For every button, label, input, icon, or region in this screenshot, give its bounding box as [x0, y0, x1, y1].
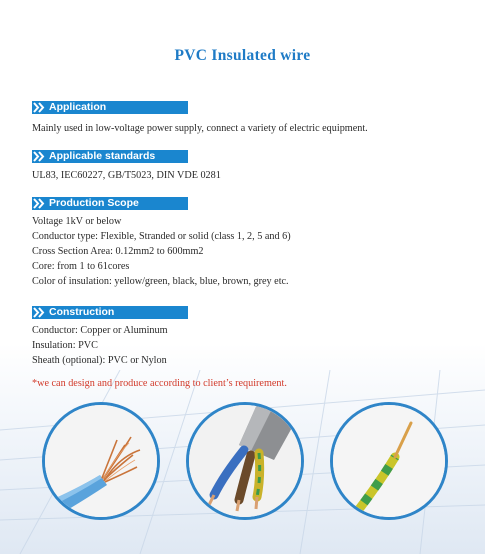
section-text: Cross Section Area: 0.12mm2 to 600mm2: [32, 246, 204, 257]
requirement-note: *we can design and produce according to client’s requirement.: [32, 378, 287, 389]
section-header-construction: [32, 306, 188, 319]
double-chevron-icon: [33, 306, 47, 319]
section-heading: Applicable standards: [49, 150, 156, 162]
section-header-production-scope: [32, 197, 188, 210]
section-text: Insulation: PVC: [32, 340, 98, 351]
double-chevron-icon: [33, 101, 47, 114]
section-heading: Production Scope: [49, 197, 139, 209]
page-title: PVC Insulated wire: [174, 47, 311, 64]
section-text: Mainly used in low-voltage power supply, connect a variety of electric equipment.: [32, 123, 368, 134]
section-text: Core: from 1 to 61cores: [32, 261, 130, 272]
product-image-blue-wire: [42, 402, 160, 520]
section-heading: Application: [49, 101, 107, 113]
product-image-multicore-cable: [186, 402, 304, 520]
section-text: Voltage 1kV or below: [32, 216, 122, 227]
product-image-yellow-green-wire: [330, 402, 448, 520]
double-chevron-icon: [33, 197, 47, 210]
section-text: Conductor: Copper or Aluminum: [32, 325, 168, 336]
double-chevron-icon: [33, 150, 47, 163]
section-header-application: [32, 101, 188, 114]
section-heading: Construction: [49, 306, 115, 318]
section-header-standards: [32, 150, 188, 163]
section-text: Sheath (optional): PVC or Nylon: [32, 355, 167, 366]
section-text: UL83, IEC60227, GB/T5023, DIN VDE 0281: [32, 170, 221, 181]
section-text: Color of insulation: yellow/green, black, blue, brown, grey etc.: [32, 276, 289, 287]
section-text: Conductor type: Flexible, Stranded or solid (class 1, 2, 5 and 6): [32, 231, 291, 242]
